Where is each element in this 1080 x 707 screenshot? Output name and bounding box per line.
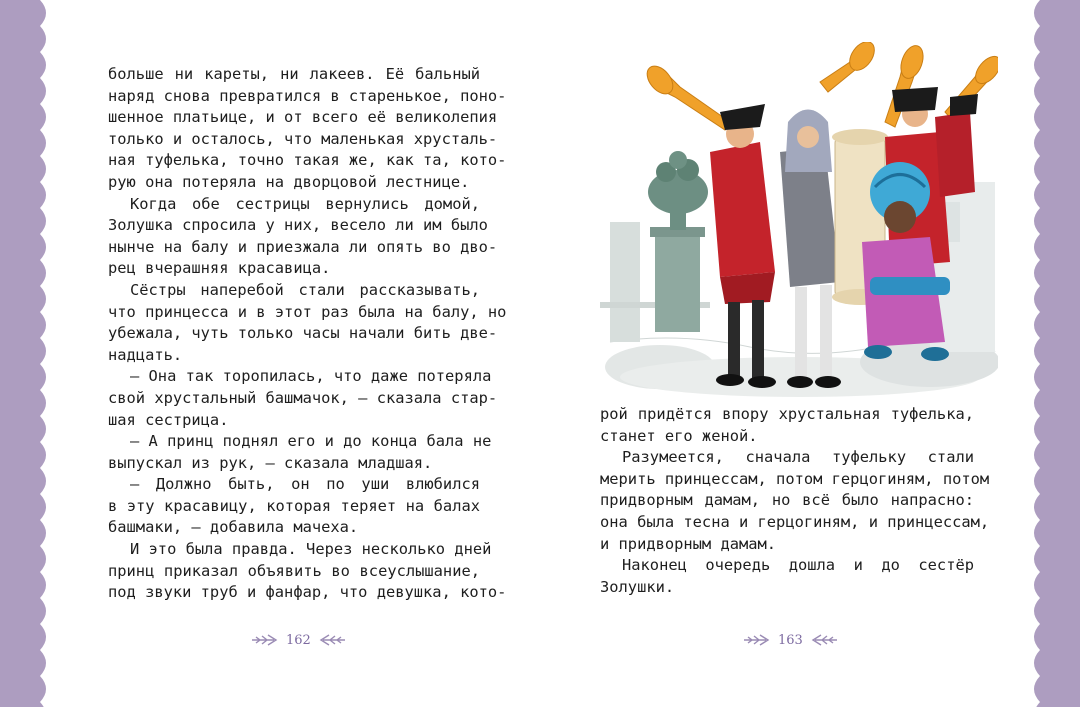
ornament-left-icon — [742, 633, 770, 647]
ornament-left-icon — [250, 633, 278, 647]
heralds-illustration — [600, 42, 998, 397]
text-line: принц приказал объявить во всеуслышание, — [108, 561, 480, 580]
ornament-right-icon — [811, 633, 839, 647]
text-line: Разумеется, сначала туфельку стали — [622, 448, 974, 467]
text-line: придворным дамам, но всё было напрасно: — [600, 491, 974, 510]
text-line: ная туфелька, точно такая же, как та, кото- — [108, 151, 507, 170]
text-line: выпускал из рук, — сказала младшая. — [108, 453, 433, 472]
text-line: шенное платьице, и от всего её великолепия — [108, 108, 498, 127]
left-wavy-edge — [40, 0, 56, 707]
text-line: башмаки, — добавила мачеха. — [108, 518, 359, 537]
balustrade — [600, 151, 710, 342]
text-line: убежала, чуть только часы начали бить две- — [108, 324, 498, 343]
ornament-right-icon — [319, 633, 347, 647]
right-wavy-edge — [1024, 0, 1040, 707]
text-line: Золушки. — [600, 577, 675, 596]
text-line: станет его женой. — [600, 426, 758, 445]
right-page-text — [600, 404, 990, 598]
text-line: Наконец очередь дошла и до сестёр — [622, 556, 974, 575]
text-line: мерить принцессам, потом герцогиням, потом — [600, 469, 990, 488]
text-line: нынче на балу и приезжала ли опять во дво- — [108, 237, 498, 256]
text-line: шая сестрица. — [108, 410, 229, 429]
text-line: рой придётся впору хрустальная туфелька, — [600, 405, 974, 423]
right-page-number-block — [742, 630, 839, 650]
text-line: в эту красавицу, которая теряет на балах — [108, 496, 480, 515]
text-line: И это была правда. Через несколько дней — [130, 540, 492, 559]
herald-wig — [780, 110, 841, 389]
text-line: только и осталось, что маленькая хрусталь- — [108, 129, 498, 148]
text-line: что принцесса и в этот раз была на балу, но — [108, 302, 507, 321]
text-line: и придворным дамам. — [600, 534, 777, 553]
text-line: — А принц поднял его и до конца бала не — [130, 432, 492, 451]
text-line: она была тесна и герцогиням, и принцессам, — [600, 512, 990, 531]
text-line: — Должно быть, он по уши влюбился — [130, 475, 480, 494]
page-number: 162 — [286, 632, 311, 648]
text-line: рец вчерашняя красавица. — [108, 259, 331, 278]
text-line: Сёстры наперебой стали рассказывать, — [130, 280, 480, 299]
page-number: 163 — [778, 632, 803, 648]
text-line: под звуки труб и фанфар, что девушка, кото- — [108, 583, 507, 602]
text-line: свой хрустальный башмачок, — сказала стар- — [108, 388, 498, 407]
text-line: Когда обе сестрицы вернулись домой, — [130, 194, 480, 213]
left-page-number-block — [250, 630, 347, 650]
text-line: наряд снова превратился в старенькое, поно- — [108, 86, 507, 105]
text-line: надцать. — [108, 345, 183, 364]
text-line: больше ни кареты, ни лакеев. Её бальный — [108, 65, 480, 83]
text-line: Золушка спросила у них, весело ли им было — [108, 216, 488, 235]
left-page-text — [108, 64, 507, 604]
text-line: рую она потеряла на дворцовой лестнице. — [108, 172, 470, 191]
text-line: — Она так торопилась, что даже потеряла — [130, 367, 492, 386]
